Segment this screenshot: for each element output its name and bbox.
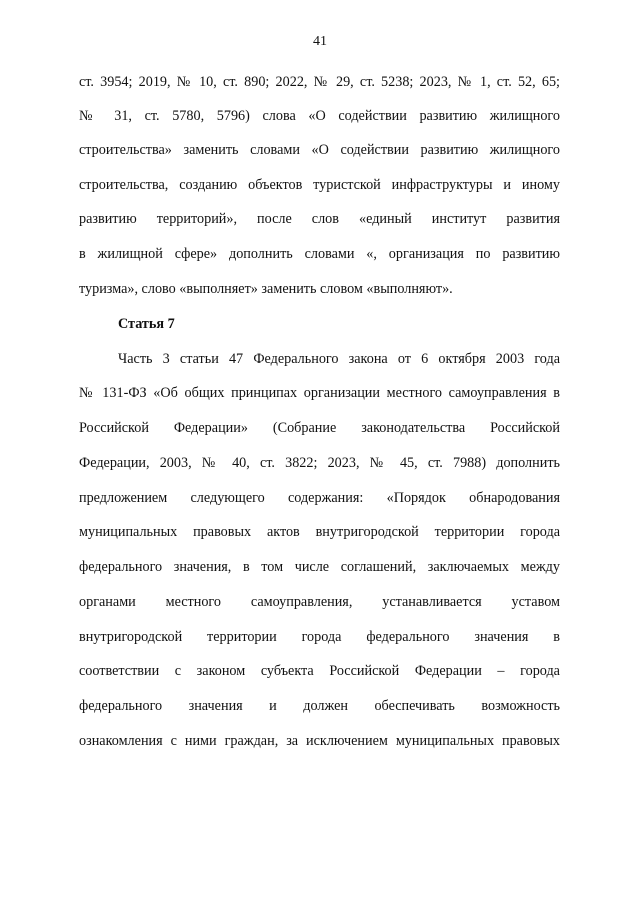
paragraph-line: органами местного самоуправления, устанавливается уставом (79, 594, 560, 610)
paragraph-line: Российской Федерации» (Собрание законодательства Российской (79, 420, 560, 436)
article-heading: Статья 7 (118, 316, 175, 332)
page-number: 41 (313, 34, 327, 49)
paragraph-line: в жилищной сфере» дополнить словами «, организация по развитию (79, 246, 560, 262)
paragraph-line: № 131-ФЗ «Об общих принципах организации местного самоуправления в (79, 385, 560, 401)
paragraph-line: строительства» заменить словами «О содействии развитию жилищного (79, 142, 560, 158)
paragraph-line: развитию территорий», после слов «единый институт развития (79, 211, 560, 227)
paragraph-line: Часть 3 статьи 47 Федерального закона от 6 октября 2003 года (118, 351, 560, 367)
paragraph-line: соответствии с законом субъекта Российской Федерации – города (79, 663, 560, 679)
paragraph-line: туризма», слово «выполняет» заменить словом «выполняют». (79, 281, 453, 297)
paragraph-line: ст. 3954; 2019, № 10, ст. 890; 2022, № 29, ст. 5238; 2023, № 1, ст. 52, 65; (79, 74, 560, 90)
paragraph-line: внутригородской территории города федерального значения в (79, 629, 560, 645)
paragraph-line: предложением следующего содержания: «Порядок обнародования (79, 490, 560, 506)
paragraph-line: № 31, ст. 5780, 5796) слова «О содействии развитию жилищного (79, 108, 560, 124)
paragraph-line: федерального значения, в том числе соглашений, заключаемых между (79, 559, 560, 575)
paragraph-line: строительства, созданию объектов туристской инфраструктуры и иному (79, 177, 560, 193)
paragraph-line: ознакомления с ними граждан, за исключением муниципальных правовых (79, 733, 560, 749)
paragraph-line: Федерации, 2003, № 40, ст. 3822; 2023, № 45, ст. 7988) дополнить (79, 455, 560, 471)
paragraph-line: федерального значения и должен обеспечивать возможность (79, 698, 560, 714)
paragraph-line: муниципальных правовых актов внутригородской территории города (79, 524, 560, 540)
